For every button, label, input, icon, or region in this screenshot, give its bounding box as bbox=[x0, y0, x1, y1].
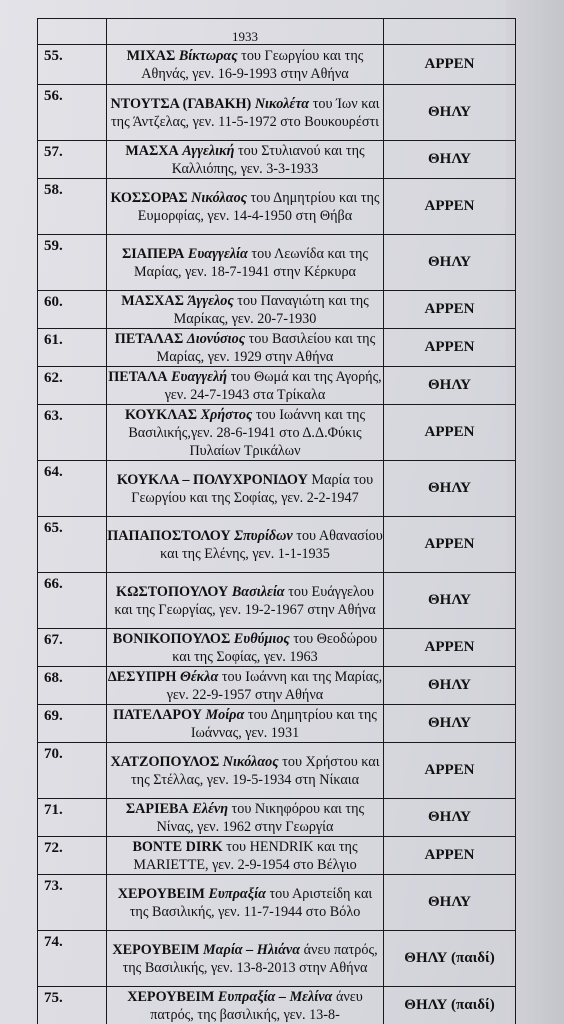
row-description-cell bbox=[107, 667, 384, 705]
person-surname: ΚΟΣΣΟΡΑΣ bbox=[110, 189, 188, 206]
row-number-cell: 63. bbox=[38, 405, 107, 461]
row-description-cell bbox=[107, 45, 384, 85]
table-row bbox=[38, 179, 516, 235]
person-details: του Αριστείδη και της Βασιλικής, γεν. 11-7-1944 στο Βόλο bbox=[129, 885, 373, 920]
row-number-cell: 67. bbox=[38, 629, 107, 667]
row-number-cell: 68. bbox=[38, 667, 107, 705]
row-gender-cell: ΑΡΡΕΝ bbox=[384, 405, 516, 461]
row-gender-cell: ΘΗΛΥ bbox=[384, 875, 516, 931]
person-details: του Αθανασίου και της Ελένης, γεν. 1-1-1935 bbox=[160, 527, 383, 562]
row-gender-cell: ΑΡΡΕΝ bbox=[384, 629, 516, 667]
row-gender-cell: ΑΡΡΕΝ bbox=[384, 291, 516, 329]
row-description-cell bbox=[107, 461, 384, 517]
row-description-cell bbox=[107, 875, 384, 931]
row-number-cell: 61. bbox=[38, 329, 107, 367]
person-details: του Δημητρίου και της Ιωάννας, γεν. 1931 bbox=[190, 706, 377, 741]
table-row bbox=[38, 931, 516, 987]
row-description-cell bbox=[107, 141, 384, 179]
person-details: του HENDRIK και της MARIETTE, γεν. 2-9-1954 στο Βέλγιο bbox=[133, 838, 358, 873]
person-firstname: Άγγελος bbox=[187, 292, 234, 309]
person-surname: ΣΑΡΙΕΒΑ bbox=[125, 800, 189, 817]
row-gender-cell bbox=[384, 19, 516, 45]
row-description-cell bbox=[107, 573, 384, 629]
row-gender-cell: ΘΗΛΥ bbox=[384, 367, 516, 405]
person-surname: ΒΟΝΤΕ DIRK bbox=[132, 838, 223, 855]
row-number-cell bbox=[38, 19, 107, 45]
person-firstname: Ευαγγελή bbox=[171, 368, 228, 385]
person-details: του Ιωάννη και της Βασιλικής,γεν. 28-6-1941 στο Δ.Δ.Φύκις Πυλαίων Τρικάλων bbox=[128, 406, 366, 459]
table-row bbox=[38, 329, 516, 367]
person-details: του Λεωνίδα και της Μαρίας, γεν. 18-7-1941 στην Κέρκυρα bbox=[134, 245, 369, 280]
row-gender-cell: ΑΡΡΕΝ bbox=[384, 837, 516, 875]
person-surname: ΚΩΣΤΟΠΟΥΛΟΥ bbox=[116, 583, 229, 600]
person-firstname: Βίκτωρας bbox=[178, 47, 238, 64]
person-firstname: Ελένη bbox=[192, 800, 228, 817]
table-row bbox=[38, 573, 516, 629]
person-surname: ΚΟΥΚΛΑΣ bbox=[124, 406, 198, 423]
row-number-cell: 74. bbox=[38, 931, 107, 987]
row-description-cell bbox=[107, 329, 384, 367]
person-details: του Χρήστου και της Στέλλας, γεν. 19-5-1934 στη Νίκαια bbox=[130, 753, 380, 788]
person-details: του Στυλιανού και της Καλλιόπης, γεν. 3-3-1933 bbox=[171, 142, 365, 177]
person-surname: ΝΤΟΥΤΣΑ (ΓΑΒΑΚΗ) bbox=[110, 95, 252, 112]
row-number-cell: 70. bbox=[38, 743, 107, 799]
row-description-cell bbox=[107, 743, 384, 799]
person-surname: ΣΙΑΠΕΡΑ bbox=[121, 245, 185, 262]
row-gender-cell: ΘΗΛΥ bbox=[384, 705, 516, 743]
table-row bbox=[38, 461, 516, 517]
row-description-cell bbox=[107, 799, 384, 837]
table-row bbox=[38, 629, 516, 667]
table-row bbox=[38, 875, 516, 931]
row-description-cell bbox=[107, 19, 384, 45]
person-surname: ΧΕΡΟΥΒΕΙΜ bbox=[112, 941, 200, 958]
row-gender-cell: ΑΡΡΕΝ bbox=[384, 45, 516, 85]
row-number-cell: 55. bbox=[38, 45, 107, 85]
table-row bbox=[38, 85, 516, 141]
row-number-cell: 58. bbox=[38, 179, 107, 235]
row-description-cell bbox=[107, 291, 384, 329]
row-number-cell: 75. bbox=[38, 987, 107, 1024]
row-number-cell: 69. bbox=[38, 705, 107, 743]
row-description-cell bbox=[107, 629, 384, 667]
person-surname: ΚΟΥΚΛΑ – ΠΟΛΥΧΡΟΝΙΔΟΥ bbox=[116, 471, 308, 488]
person-surname: ΠΕΤΑΛΑΣ bbox=[114, 330, 184, 347]
person-firstname: Ευθύμιος bbox=[233, 630, 290, 647]
row-gender-cell: ΑΡΡΕΝ bbox=[384, 517, 516, 573]
row-gender-cell: ΑΡΡΕΝ bbox=[384, 179, 516, 235]
person-firstname: Νικολέτα bbox=[254, 95, 310, 112]
registry-table bbox=[37, 18, 516, 1024]
person-firstname: Χρήστος bbox=[200, 406, 253, 423]
person-firstname: Ευαγγελία bbox=[187, 245, 248, 262]
row-gender-cell: ΘΗΛΥ bbox=[384, 141, 516, 179]
person-details: του Παναγιώτη και της Μαρίκας, γεν. 20-7-1930 bbox=[173, 292, 369, 327]
row-number-cell: 64. bbox=[38, 461, 107, 517]
row-description-cell bbox=[107, 179, 384, 235]
person-details: του Ίων και της Άντζελας, γεν. 11-5-1972 στο Βουκουρέστι bbox=[110, 95, 380, 130]
person-details: του Γεωργίου και της Αθηνάς, γεν. 16-9-1993 στην Αθήνα bbox=[141, 47, 364, 82]
person-firstname: Μοίρα bbox=[205, 706, 245, 723]
person-firstname: Σπυρίδων bbox=[234, 527, 293, 544]
row-gender-cell: ΑΡΡΕΝ bbox=[384, 329, 516, 367]
table-row bbox=[38, 517, 516, 573]
row-number-cell: 62. bbox=[38, 367, 107, 405]
table-row bbox=[38, 367, 516, 405]
row-gender-cell: ΘΗΛΥ bbox=[384, 85, 516, 141]
row-description-cell bbox=[107, 517, 384, 573]
person-firstname: Ευπραξία – Μελίνα bbox=[217, 988, 333, 1005]
person-firstname: Ευπραξία bbox=[208, 885, 266, 902]
person-surname: ΧΑΤΖΟΠΟΥΛΟΣ bbox=[110, 753, 220, 770]
person-firstname: Νικόλαος bbox=[191, 189, 247, 206]
table-row bbox=[38, 405, 516, 461]
table-row bbox=[38, 235, 516, 291]
row-number-cell: 59. bbox=[38, 235, 107, 291]
person-details: άνευ πατρός, της βασιλικής, γεν. 13-8- bbox=[150, 988, 363, 1023]
table-row bbox=[38, 291, 516, 329]
person-surname: ΜΑΣΧΑ bbox=[125, 142, 179, 159]
person-surname: ΠΕΤΑΛΑ bbox=[108, 368, 168, 385]
row-number-cell: 65. bbox=[38, 517, 107, 573]
row-number-cell: 72. bbox=[38, 837, 107, 875]
person-details: του Θεοδώρου και της Σοφίας, γεν. 1963 bbox=[172, 630, 378, 665]
person-details: του Δημητρίου και της Ευμορφίας, γεν. 14-4-1950 στη Θήβα bbox=[137, 189, 380, 224]
person-surname: ΧΕΡΟΥΒΕΙΜ bbox=[127, 988, 215, 1005]
person-surname: ΜΑΣΧΑΣ bbox=[121, 292, 184, 309]
person-firstname: Βασιλεία bbox=[231, 583, 285, 600]
row-number-cell: 60. bbox=[38, 291, 107, 329]
row-description-cell bbox=[107, 235, 384, 291]
row-description-cell bbox=[107, 405, 384, 461]
row-gender-cell: ΘΗΛΥ (παιδί) bbox=[384, 931, 516, 987]
person-firstname: Διονύσιος bbox=[186, 330, 246, 347]
row-gender-cell: ΘΗΛΥ bbox=[384, 235, 516, 291]
person-details: του Θωμά και της Αγορής, γεν. 24-7-1943 στα Τρίκαλα bbox=[164, 368, 382, 403]
row-number-cell: 56. bbox=[38, 85, 107, 141]
row-number-cell: 66. bbox=[38, 573, 107, 629]
table-row bbox=[38, 743, 516, 799]
person-details: του Νικηφόρου και της Νίνας, γεν. 1962 στην Γεωργία bbox=[156, 800, 365, 835]
person-surname: ΜΙΧΑΣ bbox=[126, 47, 176, 64]
person-details: του Ιωάννη και της Μαρίας, γεν. 22-9-1957 στην Αθήνα bbox=[166, 668, 383, 703]
row-gender-cell: ΘΗΛΥ (παιδί) bbox=[384, 987, 516, 1024]
person-firstname: Νικόλαος bbox=[222, 753, 279, 770]
person-surname: ΒΟΝΙΚΟΠΟΥΛΟΣ bbox=[112, 630, 231, 647]
row-description-cell bbox=[107, 987, 384, 1024]
person-surname: ΧΕΡΟΥΒΕΙΜ bbox=[117, 885, 205, 902]
table-row bbox=[38, 141, 516, 179]
person-surname: ΠΑΠΑΠΟΣΤΟΛΟΥ bbox=[107, 527, 231, 544]
table-row bbox=[38, 799, 516, 837]
row-number-cell: 57. bbox=[38, 141, 107, 179]
table-row bbox=[38, 705, 516, 743]
table-row bbox=[38, 667, 516, 705]
row-number-cell: 73. bbox=[38, 875, 107, 931]
table-row-partial bbox=[38, 19, 516, 45]
row-gender-cell: ΘΗΛΥ bbox=[384, 573, 516, 629]
table-row bbox=[38, 837, 516, 875]
table-row bbox=[38, 45, 516, 85]
person-surname: ΔΕΣΥΠΡΗ bbox=[107, 668, 177, 685]
person-details: Μαρία του Γεωργίου και της Σοφίας, γεν. 2-2-1947 bbox=[131, 471, 374, 506]
row-gender-cell: ΑΡΡΕΝ bbox=[384, 743, 516, 799]
person-firstname: Θέκλα bbox=[180, 668, 219, 685]
row-description-text: 1933 bbox=[232, 29, 258, 44]
row-description-cell bbox=[107, 85, 384, 141]
person-details: του Βασιλείου και της Μαρίας, γεν. 1929 στην Αθήνα bbox=[156, 330, 376, 365]
row-description-cell bbox=[107, 367, 384, 405]
person-details: του Ευάγγελου και της Γεωργίας, γεν. 19-2-1967 στην Αθήνα bbox=[114, 583, 376, 618]
person-details: άνευ πατρός, της Βασιλικής, γεν. 13-8-2013 στην Αθήνα bbox=[122, 941, 378, 976]
person-firstname: Αγγελική bbox=[182, 142, 235, 159]
row-description-cell bbox=[107, 705, 384, 743]
person-firstname: Μαρία – Ηλιάνα bbox=[203, 941, 301, 958]
row-description-cell bbox=[107, 931, 384, 987]
person-surname: ΠΑΤΕΛΑΡΟΥ bbox=[113, 706, 202, 723]
row-number-cell: 71. bbox=[38, 799, 107, 837]
row-gender-cell: ΘΗΛΥ bbox=[384, 667, 516, 705]
row-gender-cell: ΘΗΛΥ bbox=[384, 461, 516, 517]
table-row bbox=[38, 987, 516, 1024]
row-gender-cell: ΘΗΛΥ bbox=[384, 799, 516, 837]
row-description-cell bbox=[107, 837, 384, 875]
